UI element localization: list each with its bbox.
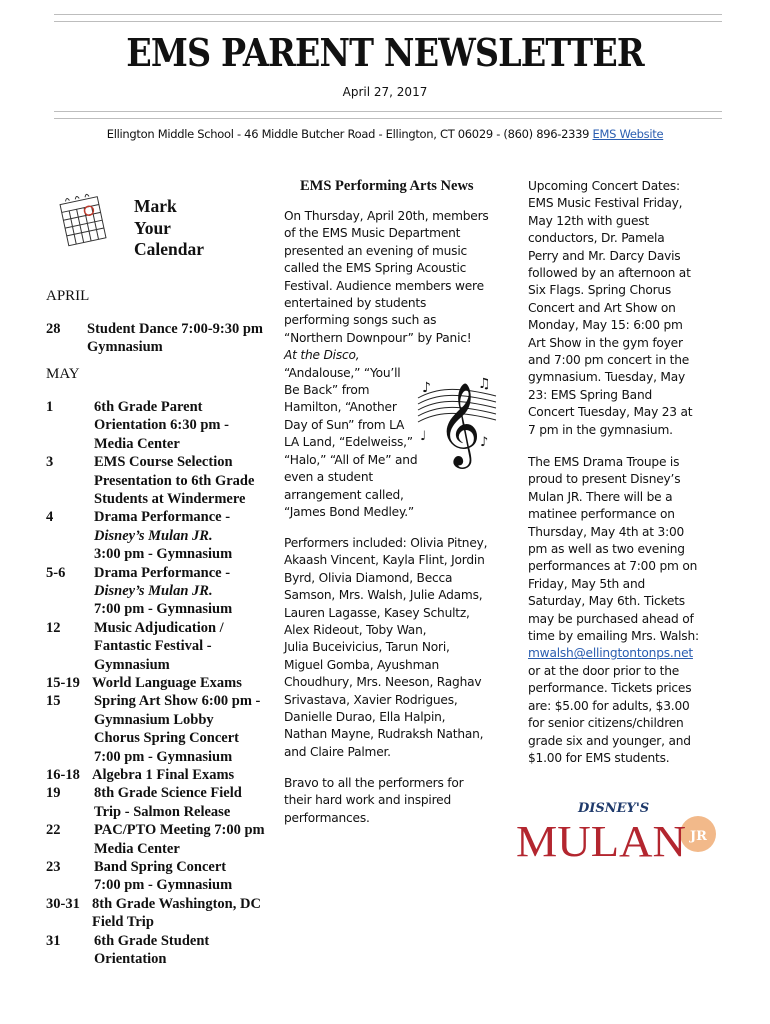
event-description-line: Trip - Salmon Release bbox=[94, 803, 231, 820]
event-date: 15-19 bbox=[46, 675, 80, 691]
header-rule-2 bbox=[54, 118, 722, 119]
event-description-line: Band Spring Concert bbox=[94, 859, 227, 875]
event-description-line: Drama Performance - bbox=[94, 564, 231, 581]
mulan-jr-logo bbox=[514, 796, 724, 866]
header-rule-1 bbox=[54, 111, 722, 112]
event-description-line: PAC/PTO Meeting 7:00 pm bbox=[94, 822, 265, 839]
mark-your-calendar-heading bbox=[134, 196, 204, 261]
event-description-line: Gymnasium Lobby bbox=[94, 711, 214, 728]
arts-heading: EMS Performing Arts News bbox=[300, 178, 474, 194]
heading-line: Your bbox=[134, 217, 171, 238]
event-date: 12 bbox=[46, 619, 61, 636]
event-description-line: Algebra 1 Final Exams bbox=[92, 767, 235, 783]
event-description-line: 8th Grade Science Field bbox=[94, 785, 242, 802]
arts-paragraph-3: Bravo to all the performers for their hard work and inspired performances. bbox=[284, 776, 464, 825]
arts-paragraph-1: On Thursday, April 20th, members of the EMS Music Department presented an evening of music called the EMS Spring Acoustic Festival. Audience members were entertained by students performing songs such as “Northern Downpour” by Panic! At the Disco, “Andalouse,” “You’ll Be Back” from Hamilton, “Another Day of Sun” from LA LA Land, “Edelweiss,” “Halo,” “All of Me” and even a student arrangement called, “James Bond Medley.” bbox=[284, 209, 489, 519]
event-description-line: Disney’s Mulan JR. bbox=[94, 527, 213, 544]
event-description-line: Media Center bbox=[94, 435, 180, 452]
event-description-line: Student Dance 7:00-9:30 pm bbox=[87, 321, 264, 337]
event-date: 4 bbox=[46, 509, 54, 526]
event-description-line: Disney’s Mulan JR. bbox=[94, 582, 213, 599]
concerts-paragraph-2: The EMS Drama Troupe is proud to present Disney’s Mulan JR. There will be a matinee performance on Thursday, May 4th at 3:00 pm as well as two evening performances at 7:00 pm on Friday, May 5th and Saturday, May 6th. Tickets may be purchased ahead of time by emailing Mrs. Walsh: mwalsh@ellingtontonps.net or at the door prior to the performance. Tickets prices are: $5.00 for adults, $3.00 for senior citizens/children grade six and younger, and $1.00 for EMS students. bbox=[528, 455, 699, 765]
event-description-line: Fantastic Festival - bbox=[94, 638, 212, 655]
event-date: 5-6 bbox=[46, 564, 66, 581]
logo-main-text: MULAN bbox=[516, 817, 686, 866]
event-description-line: 6th Grade Parent bbox=[94, 399, 203, 415]
event-description-line: Gymnasium bbox=[94, 656, 170, 673]
event-date: 1 bbox=[46, 399, 54, 415]
logo-badge: JR bbox=[690, 829, 707, 844]
heading-line: Calendar bbox=[134, 239, 204, 259]
event-description-line: Spring Art Show 6:00 pm - bbox=[94, 693, 261, 710]
event-description-line: 7:00 pm - Gymnasium bbox=[94, 877, 233, 894]
calendar-icon bbox=[56, 190, 112, 252]
event-description-line: Gymnasium bbox=[87, 339, 163, 356]
event-description-line: Orientation 6:30 pm - bbox=[94, 417, 229, 434]
event-date: 19 bbox=[46, 785, 61, 802]
event-description-line: Presentation to 6th Grade bbox=[94, 472, 255, 489]
newsletter-title: EMS PARENT NEWSLETTER bbox=[126, 30, 644, 75]
event-date: 30-31 bbox=[46, 895, 80, 912]
svg-text:♩: ♩ bbox=[420, 429, 427, 444]
event-description-line: Students at Windermere bbox=[94, 490, 246, 507]
event-description-line: Field Trip bbox=[92, 914, 154, 931]
logo-top-text: DISNEY'S bbox=[578, 801, 650, 816]
concerts-paragraph-1: Upcoming Concert Dates: EMS Music Festival Friday, May 12th with guest conductors, Dr. Pamela Perry and Mr. Darcy Davis followed by an afternoon at Six Flags. Spring Chorus Concert and Art Show on Monday, May 15: 6:00 pm Art Show in the gym foyer and 7:00 pm concert in the gymnasium. Tuesday, May 23: EMS Spring Band Concert Tuesday, May 23 at 7 pm in the gymnasium. bbox=[528, 179, 693, 437]
event-description-line: Drama Performance - bbox=[94, 509, 231, 526]
website-link[interactable]: EMS Website bbox=[592, 127, 664, 141]
treble-clef-icon bbox=[416, 360, 498, 472]
month-april: APRIL bbox=[46, 288, 90, 304]
event-description-line: EMS Course Selection bbox=[94, 454, 233, 471]
svg-text:♪: ♪ bbox=[422, 380, 431, 396]
event-date: 23 bbox=[46, 859, 61, 875]
heading-line: Mark bbox=[134, 196, 177, 216]
newsletter-date: April 27, 2017 bbox=[342, 85, 428, 99]
event-description-line: Media Center bbox=[94, 840, 180, 857]
event-date: 15 bbox=[46, 693, 61, 710]
event-description-line: 3:00 pm - Gymnasium bbox=[94, 546, 233, 563]
event-description-line: 8th Grade Washington, DC bbox=[92, 895, 261, 912]
arts-paragraph-2: Performers included: Olivia Pitney, Akaash Vincent, Kayla Flint, Jordin Byrd, Olivia Diamond, Becca Samson, Mrs. Walsh, Julie Adams, Lauren Lagasse, Kasey Schultz, Alex Rideout, Toby Wan, Julia Buceivicius, Tarun Nori, Miguel Gomba, Ayushman Choudhury, Mrs. Neeson, Raghav Srivastava, Xavier Rodrigues, Danielle Durao, Ella Halpin, Nathan Mayne, Rudraksh Nathan, and Claire Palmer. bbox=[284, 536, 488, 759]
school-address bbox=[0, 127, 770, 141]
event-description-line: 7:00 pm - Gymnasium bbox=[94, 748, 233, 765]
event-description-line: Music Adjudication / bbox=[94, 619, 224, 636]
email-link[interactable]: mwalsh@ellingtontonps.net bbox=[528, 646, 693, 661]
event-date: 3 bbox=[46, 454, 54, 471]
svg-text:♪: ♪ bbox=[480, 435, 489, 450]
svg-text:𝄞: 𝄞 bbox=[438, 381, 481, 465]
event-date: 31 bbox=[46, 932, 61, 949]
event-description-line: 6th Grade Student bbox=[94, 932, 210, 949]
month-may: MAY bbox=[46, 366, 80, 382]
event-description-line: Orientation bbox=[94, 950, 167, 967]
event-description-line: Chorus Spring Concert bbox=[94, 730, 240, 747]
event-date: 22 bbox=[46, 822, 61, 839]
event-date: 16-18 bbox=[46, 767, 80, 783]
svg-text:♫: ♫ bbox=[478, 376, 491, 392]
top-rule-2 bbox=[54, 21, 722, 22]
event-date: 28 bbox=[46, 321, 61, 337]
event-description-line: 7:00 pm - Gymnasium bbox=[94, 601, 233, 618]
event-description-line: World Language Exams bbox=[92, 675, 242, 691]
address-text: Ellington Middle School - 46 Middle Butcher Road - Ellington, CT 06029 - (860) 896-2339 bbox=[106, 127, 590, 141]
top-rule-1 bbox=[54, 14, 722, 15]
